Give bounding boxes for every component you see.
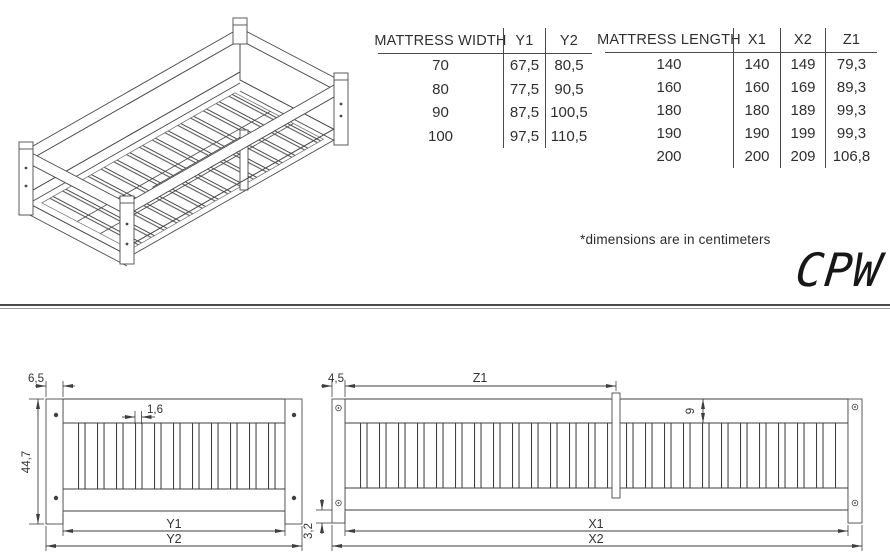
table-cell: 140 (656, 56, 682, 73)
table-cell: 180 (656, 102, 682, 119)
table-cell: 160 (656, 79, 682, 96)
screw-dot (54, 496, 58, 500)
end-view-left-post (46, 399, 63, 524)
table-cell: 99,3 (825, 99, 877, 122)
orthographic-views (0, 310, 890, 560)
table-cell: 100,5 (545, 101, 592, 125)
mattress-length-table (597, 28, 877, 168)
table-cell: 110,5 (545, 125, 592, 149)
table-cell: 200 (733, 145, 780, 168)
dim-rail-height: 9 (685, 407, 697, 415)
column-header-y1: Y1 (503, 28, 545, 54)
table-cell: 209 (780, 145, 825, 168)
dim-spindle-width: 1,6 (147, 404, 163, 416)
dim-post-width: 6,5 (28, 373, 44, 385)
table-cell: 160 (733, 76, 780, 99)
table-cell: 79,3 (825, 53, 877, 76)
table-cell: 106,8 (825, 145, 877, 168)
table-cell: 67,5 (503, 54, 545, 78)
end-view-right-post (285, 399, 302, 524)
table-cell: 70 (432, 57, 449, 75)
table-cell: 77,5 (503, 78, 545, 102)
dim-x2: X2 (588, 532, 604, 546)
table-cell: 149 (780, 53, 825, 76)
side-view-spindles (353, 423, 839, 488)
table-cell: 87,5 (503, 101, 545, 125)
screw-dot (54, 413, 58, 417)
table-cell: 169 (780, 76, 825, 99)
screw-dot (292, 496, 296, 500)
section-divider-line-2 (0, 308, 890, 309)
table-cell: 80,5 (545, 54, 592, 78)
dim-x1: X1 (588, 517, 604, 531)
table-cell: 189 (780, 99, 825, 122)
dim-z1: Z1 (472, 371, 488, 385)
table-cell: 180 (733, 99, 780, 122)
column-header-z1: Z1 (825, 28, 877, 53)
table-title: MATTRESS LENGTH (605, 28, 733, 53)
brand-logo: CPW (793, 243, 885, 297)
column-header-y2: Y2 (545, 28, 592, 54)
column-header-x2: X2 (780, 28, 825, 53)
side-view-left-post (332, 399, 345, 523)
table-cell: 190 (656, 125, 682, 142)
dim-leg-offset: 3,2 (303, 523, 315, 539)
dim-y2: Y2 (166, 532, 182, 546)
screw-dot (292, 413, 296, 417)
bed-isometric-drawing (0, 0, 370, 300)
table-cell: 97,5 (503, 125, 545, 149)
table-cell: 90 (432, 104, 449, 122)
side-view-rail-divider (612, 393, 620, 498)
table-cell: 89,3 (825, 76, 877, 99)
table-title: MATTRESS WIDTH (378, 28, 503, 54)
table-cell: 200 (656, 148, 682, 165)
mattress-width-table (374, 28, 592, 148)
table-cell: 100 (427, 127, 454, 145)
table-cell: 199 (780, 122, 825, 145)
table-cell: 80 (432, 80, 449, 98)
side-view-right-post (848, 399, 862, 523)
table-cell: 140 (733, 53, 780, 76)
dim-post-width: 4,5 (328, 373, 344, 385)
units-note: *dimensions are in centimeters (580, 232, 771, 247)
table-cell: 190 (733, 122, 780, 145)
dim-y1: Y1 (166, 517, 182, 531)
column-header-x1: X1 (733, 28, 780, 53)
end-view-spindles (71, 423, 281, 489)
table-cell: 90,5 (545, 78, 592, 102)
bed-side-view (303, 371, 862, 551)
dim-height: 44,7 (21, 450, 33, 474)
bed-end-view (21, 373, 302, 551)
table-cell: 99,3 (825, 122, 877, 145)
section-divider-line (0, 304, 890, 306)
